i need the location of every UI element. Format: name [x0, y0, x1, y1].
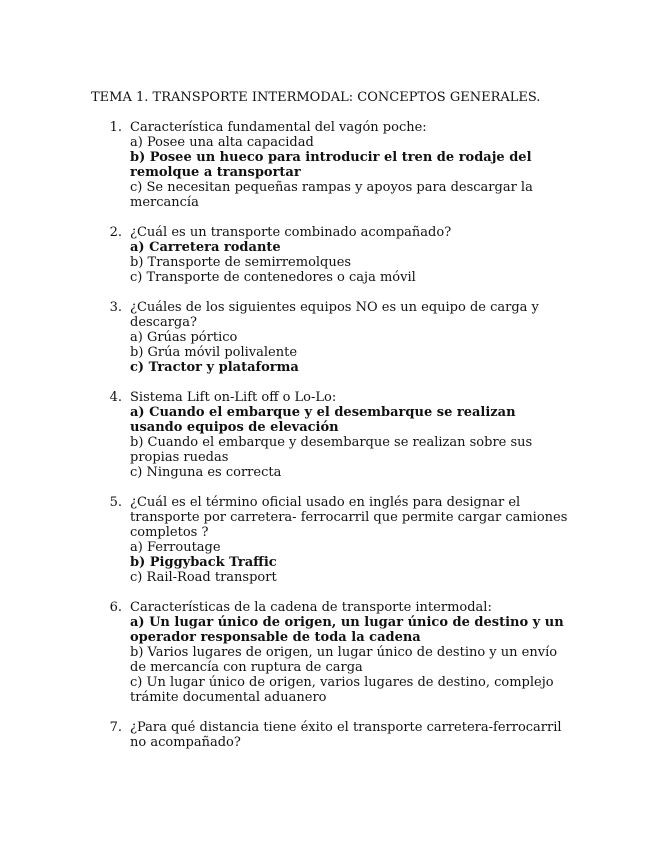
question-number: 4. — [109, 390, 122, 405]
option-b: b) Varios lugares de origen, un lugar único de destino y un envío de mercancía con ruptura de carga — [130, 645, 558, 675]
option-c: c) Transporte de contenedores o caja móvil — [130, 270, 416, 285]
option-b: b) Cuando el embarque y desembarque se realizan sobre sus propias ruedas — [130, 435, 533, 465]
question-text: ¿Cuál es un transporte combinado acompañado? — [130, 225, 452, 240]
option-c: c) Un lugar único de origen, varios lugares de destino, complejo trámite documental aduanero — [130, 675, 554, 705]
question-text: Característica fundamental del vagón poche: — [130, 120, 427, 135]
question-text: ¿Cuál es el término oficial usado en inglés para designar el transporte por carretera- ferrocarril que permite cargar camiones completos ? — [130, 495, 568, 540]
option-c-correct: c) Tractor y plataforma — [130, 360, 299, 375]
question-number: 1. — [109, 120, 122, 135]
question-text: Características de la cadena de transporte intermodal: — [130, 600, 492, 615]
option-a-correct: a) Cuando el embarque y el desembarque se realizan usando equipos de elevación — [130, 405, 516, 435]
question-number: 7. — [109, 720, 122, 735]
option-b: b) Transporte de semirremolques — [130, 255, 352, 270]
question-2 — [91, 225, 571, 285]
question-1 — [91, 120, 571, 210]
question-4 — [91, 390, 571, 480]
option-c: c) Ninguna es correcta — [130, 465, 282, 480]
question-7 — [91, 720, 571, 750]
option-b-correct: b) Piggyback Traffic — [130, 555, 277, 570]
option-a: a) Posee una alta capacidad — [130, 135, 314, 150]
option-a-correct: a) Un lugar único de origen, un lugar único de destino y un operador responsable de toda la cadena — [130, 615, 564, 645]
option-b: b) Grúa móvil polivalente — [130, 345, 298, 360]
question-number: 6. — [109, 600, 122, 615]
question-5 — [91, 495, 571, 585]
question-text: ¿Cuáles de los siguientes equipos NO es un equipo de carga y descarga? — [130, 300, 539, 330]
option-c: c) Se necesitan pequeñas rampas y apoyos para descargar la mercancía — [130, 180, 533, 210]
question-6 — [91, 600, 571, 705]
question-number: 3. — [109, 300, 122, 315]
option-a: a) Ferroutage — [130, 540, 221, 555]
option-a-correct: a) Carretera rodante — [130, 240, 281, 255]
option-a: a) Grúas pórtico — [130, 330, 238, 345]
question-number: 5. — [109, 495, 122, 510]
option-b-correct: b) Posee un hueco para introducir el tren de rodaje del remolque a transportar — [130, 150, 532, 180]
question-number: 2. — [109, 225, 122, 240]
page-title: TEMA 1. TRANSPORTE INTERMODAL: CONCEPTOS GENERALES. — [91, 90, 541, 105]
option-c: c) Rail-Road transport — [130, 570, 277, 585]
question-text: ¿Para qué distancia tiene éxito el transporte carretera-ferrocarril no acompañado? — [130, 720, 562, 750]
question-text: Sistema Lift on-Lift off o Lo-Lo: — [130, 390, 337, 405]
question-3 — [91, 300, 571, 375]
question-list — [91, 120, 571, 765]
